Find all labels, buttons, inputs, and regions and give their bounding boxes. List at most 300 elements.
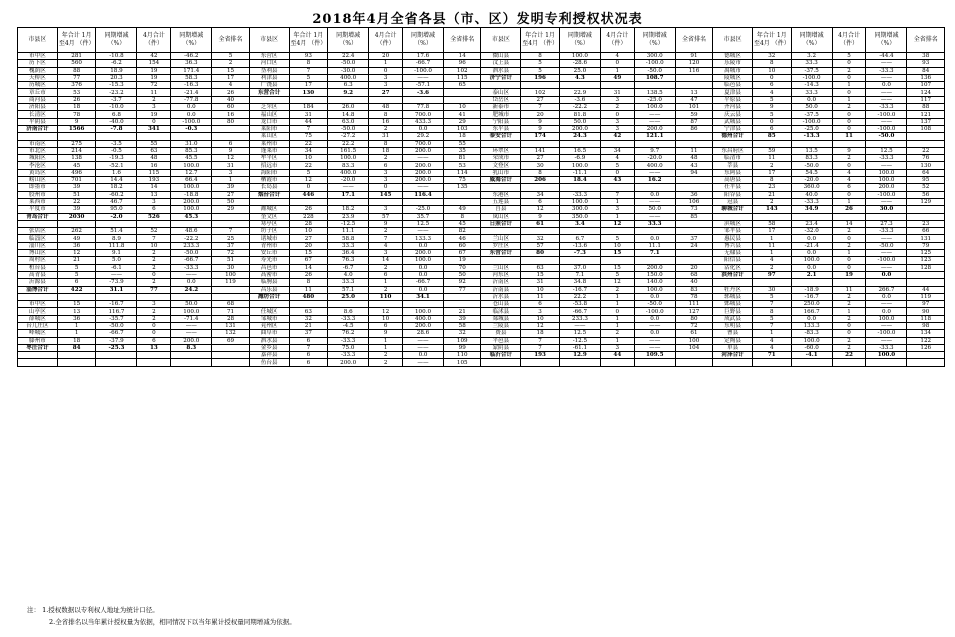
region-cell: 天桥区: [18, 74, 58, 81]
value-cell: [675, 82, 712, 89]
value-cell: 2: [832, 293, 866, 300]
region-cell: 德州合计: [713, 133, 753, 140]
value-cell: 14: [289, 264, 328, 271]
value-cell: [212, 213, 249, 220]
column-header: 4月合计 （件）: [832, 28, 866, 53]
region-cell: 邹平县: [713, 228, 753, 235]
value-cell: 69: [212, 337, 249, 344]
value-cell: [791, 279, 832, 286]
value-cell: 100.0: [866, 177, 907, 184]
value-cell: 3: [369, 169, 403, 176]
region-cell: 滨州合计: [713, 271, 753, 278]
value-cell: 34: [600, 147, 634, 154]
value-cell: 51: [57, 191, 96, 198]
value-cell: 55: [137, 140, 171, 147]
value-cell: -3.7: [96, 96, 137, 103]
column-header: 同期增减 （%）: [866, 28, 907, 53]
value-cell: 34.8: [559, 279, 600, 286]
value-cell: 54.5: [791, 169, 832, 176]
value-cell: 23: [752, 184, 791, 191]
value-cell: 33.3: [791, 60, 832, 67]
value-cell: ——: [171, 322, 212, 329]
value-cell: 1: [600, 322, 634, 329]
value-cell: 31: [521, 279, 560, 286]
value-cell: [96, 293, 137, 300]
value-cell: 78: [57, 111, 96, 118]
value-cell: 26.0: [328, 104, 369, 111]
value-cell: ——: [866, 322, 907, 329]
region-cell: 东明县: [713, 322, 753, 329]
value-cell: 8: [521, 53, 560, 60]
value-cell: 37: [675, 235, 712, 242]
value-cell: [832, 213, 866, 220]
value-cell: [328, 301, 369, 308]
value-cell: 16: [137, 162, 171, 169]
region-cell: 市北区: [18, 147, 58, 154]
value-cell: [212, 352, 249, 359]
value-cell: 88: [907, 104, 945, 111]
region-cell: 巨野县: [713, 308, 753, 315]
value-cell: -6.2: [96, 60, 137, 67]
value-cell: 3: [212, 169, 249, 176]
value-cell: 12.5: [866, 147, 907, 154]
region-cell: 牟平区: [249, 155, 289, 162]
value-cell: 6: [212, 140, 249, 147]
value-cell: [634, 140, 675, 147]
value-cell: [600, 359, 634, 366]
value-cell: 117: [907, 96, 945, 103]
value-cell: 33.3: [791, 89, 832, 96]
value-cell: 11: [521, 293, 560, 300]
value-cell: 46: [444, 235, 481, 242]
value-cell: 93: [907, 60, 945, 67]
value-cell: 12.9: [559, 352, 600, 359]
region-cell: 武城县: [713, 118, 753, 125]
value-cell: [137, 359, 171, 366]
value-cell: 10: [289, 228, 328, 235]
value-cell: 16: [369, 118, 403, 125]
value-cell: 43: [600, 177, 634, 184]
value-cell: 33.3: [634, 220, 675, 227]
value-cell: 3: [600, 96, 634, 103]
value-cell: 71: [212, 308, 249, 315]
value-cell: 44: [600, 352, 634, 359]
value-cell: 14: [832, 220, 866, 227]
value-cell: [600, 228, 634, 235]
value-cell: 80: [521, 250, 560, 257]
region-cell: 博兴县: [713, 242, 753, 249]
value-cell: 6.8: [96, 111, 137, 118]
value-cell: [675, 177, 712, 184]
value-cell: 31: [600, 89, 634, 96]
value-cell: 94: [675, 169, 712, 176]
value-cell: 2: [212, 60, 249, 67]
value-cell: [444, 89, 481, 96]
value-cell: 3: [369, 82, 403, 89]
value-cell: 49: [600, 74, 634, 81]
column-header: 全省排名: [675, 28, 712, 53]
value-cell: -6.9: [559, 155, 600, 162]
value-cell: 5.0: [96, 257, 137, 264]
value-cell: 58.8: [328, 235, 369, 242]
region-cell: 长清区: [18, 111, 58, 118]
table-row: [18, 308, 945, 315]
value-cell: 1: [600, 198, 634, 205]
value-cell: 45.5: [171, 155, 212, 162]
region-cell: 台儿庄区: [18, 322, 58, 329]
column-header: 4月合计 （件）: [137, 28, 171, 53]
region-cell: 利津县: [249, 74, 289, 81]
table-row: [18, 82, 945, 89]
value-cell: 9: [212, 147, 249, 154]
value-cell: 133.3: [403, 235, 444, 242]
value-cell: -60.0: [791, 344, 832, 351]
value-cell: 45: [444, 220, 481, 227]
region-cell: 苍山县: [481, 301, 521, 308]
value-cell: -33.3: [791, 198, 832, 205]
value-cell: 105: [444, 359, 481, 366]
value-cell: 28: [289, 220, 328, 227]
value-cell: -33.3: [328, 315, 369, 322]
table-row: [18, 140, 945, 147]
value-cell: -25.0: [791, 125, 832, 132]
value-cell: 0: [137, 118, 171, 125]
value-cell: 53: [444, 162, 481, 169]
value-cell: 0: [832, 257, 866, 264]
value-cell: 32: [289, 315, 328, 322]
value-cell: 138: [57, 155, 96, 162]
region-cell: 济宁合计: [481, 74, 521, 81]
region-cell: 阳信县: [713, 257, 753, 264]
region-cell: [481, 82, 521, 89]
value-cell: -16.3: [171, 82, 212, 89]
table-row: [18, 53, 945, 60]
region-cell: [481, 359, 521, 366]
value-cell: -50.0: [171, 250, 212, 257]
value-cell: 5: [832, 53, 866, 60]
value-cell: 56: [907, 191, 945, 198]
value-cell: 24.3: [559, 133, 600, 140]
value-cell: -18.9: [791, 286, 832, 293]
value-cell: [369, 301, 403, 308]
value-cell: 2: [369, 155, 403, 162]
value-cell: 20: [289, 242, 328, 249]
value-cell: [559, 82, 600, 89]
region-cell: 招远市: [249, 162, 289, 169]
region-cell: 惠民县: [713, 235, 753, 242]
region-cell: 青岛合计: [18, 213, 58, 220]
value-cell: [600, 257, 634, 264]
value-cell: 72: [212, 250, 249, 257]
region-cell: 商河县: [18, 96, 58, 103]
value-cell: 250.0: [791, 301, 832, 308]
value-cell: [559, 184, 600, 191]
value-cell: 40.0: [791, 191, 832, 198]
value-cell: -53.8: [559, 301, 600, 308]
region-cell: 坊子区: [249, 228, 289, 235]
value-cell: [832, 359, 866, 366]
value-cell: 15: [212, 67, 249, 74]
value-cell: [212, 293, 249, 300]
value-cell: [832, 279, 866, 286]
value-cell: [369, 198, 403, 205]
value-cell: 8: [752, 308, 791, 315]
value-cell: 83.3: [328, 162, 369, 169]
table-row: [18, 60, 945, 67]
value-cell: 28.6: [403, 330, 444, 337]
value-cell: 134: [907, 330, 945, 337]
value-cell: 140.0: [634, 279, 675, 286]
column-header: 市县区: [18, 28, 58, 53]
region-cell: [18, 220, 58, 227]
value-cell: 8: [521, 169, 560, 176]
value-cell: 90: [907, 308, 945, 315]
value-cell: 34: [521, 191, 560, 198]
value-cell: 6: [289, 359, 328, 366]
value-cell: 15: [521, 271, 560, 278]
value-cell: 6: [752, 82, 791, 89]
value-cell: 14.8: [328, 111, 369, 118]
value-cell: 121.1: [634, 133, 675, 140]
table-row: [18, 155, 945, 162]
value-cell: 25.0: [328, 293, 369, 300]
value-cell: 0: [832, 74, 866, 81]
table-row: [18, 162, 945, 169]
value-cell: [96, 352, 137, 359]
value-cell: -2.0: [96, 213, 137, 220]
value-cell: 18.4: [559, 177, 600, 184]
value-cell: [212, 286, 249, 293]
value-cell: [212, 133, 249, 140]
value-cell: [444, 191, 481, 198]
value-cell: 17.1: [328, 191, 369, 198]
value-cell: 137: [907, 118, 945, 125]
value-cell: 100.0: [403, 308, 444, 315]
region-cell: 东营合计: [249, 89, 289, 96]
region-cell: 莘县: [713, 162, 753, 169]
value-cell: 22: [57, 198, 96, 205]
value-cell: 1: [57, 330, 96, 337]
table-row: [18, 293, 945, 300]
value-cell: 200.0: [403, 322, 444, 329]
value-cell: 14: [369, 257, 403, 264]
value-cell: 124: [907, 89, 945, 96]
value-cell: 32: [521, 235, 560, 242]
value-cell: 0.0: [634, 293, 675, 300]
value-cell: 150.0: [634, 271, 675, 278]
value-cell: 20: [369, 53, 403, 60]
region-cell: 嘉祥县: [249, 352, 289, 359]
value-cell: [866, 359, 907, 366]
region-cell: 环翠区: [481, 147, 521, 154]
value-cell: 136: [907, 74, 945, 81]
value-cell: -61.1: [559, 344, 600, 351]
value-cell: 19: [832, 271, 866, 278]
value-cell: 5: [752, 96, 791, 103]
value-cell: 59: [752, 147, 791, 154]
value-cell: 4: [600, 155, 634, 162]
value-cell: 10: [369, 315, 403, 322]
value-cell: ——: [866, 162, 907, 169]
value-cell: [521, 82, 560, 89]
value-cell: 49: [444, 206, 481, 213]
region-cell: 蓬莱市: [249, 147, 289, 154]
region-cell: [713, 359, 753, 366]
value-cell: 71: [752, 352, 791, 359]
value-cell: 143: [752, 206, 791, 213]
value-cell: 0: [600, 308, 634, 315]
region-cell: 曲阜市: [249, 330, 289, 337]
value-cell: 34: [289, 147, 328, 154]
region-cell: 菏泽合计: [713, 352, 753, 359]
value-cell: [675, 359, 712, 366]
value-cell: -40.0: [96, 118, 137, 125]
value-cell: 200.0: [634, 125, 675, 132]
value-cell: -3.5: [96, 140, 137, 147]
value-cell: -100.0: [403, 67, 444, 74]
value-cell: -11.1: [559, 169, 600, 176]
value-cell: 77: [444, 286, 481, 293]
value-cell: 100.0: [171, 184, 212, 191]
value-cell: 17: [752, 169, 791, 176]
value-cell: 27: [369, 89, 403, 96]
value-cell: 85.3: [171, 147, 212, 154]
value-cell: -50.0: [791, 162, 832, 169]
value-cell: 100: [675, 337, 712, 344]
region-cell: 平邑县: [481, 337, 521, 344]
value-cell: 2: [137, 308, 171, 315]
value-cell: 300.0: [559, 206, 600, 213]
value-cell: 37.0: [559, 264, 600, 271]
value-cell: 52: [907, 184, 945, 191]
region-cell: 东昌府区: [713, 147, 753, 154]
value-cell: 10: [521, 286, 560, 293]
value-cell: 78: [675, 293, 712, 300]
value-cell: 15: [600, 264, 634, 271]
value-cell: [171, 293, 212, 300]
value-cell: -60.2: [96, 191, 137, 198]
value-cell: 131: [907, 235, 945, 242]
value-cell: 32: [444, 330, 481, 337]
value-cell: 88: [57, 67, 96, 74]
value-cell: [559, 359, 600, 366]
value-cell: 184: [289, 104, 328, 111]
value-cell: 7: [369, 235, 403, 242]
table-row: [18, 74, 945, 81]
value-cell: 526: [137, 213, 171, 220]
column-header: 同期增减 （%）: [171, 28, 212, 53]
value-cell: 2: [752, 198, 791, 205]
value-cell: 77: [137, 286, 171, 293]
value-cell: -33.3: [328, 352, 369, 359]
value-cell: 100.0: [634, 104, 675, 111]
value-cell: 376: [57, 82, 96, 89]
value-cell: 18.2: [328, 206, 369, 213]
value-cell: -16.7: [96, 301, 137, 308]
region-cell: [481, 257, 521, 264]
value-cell: 2: [832, 104, 866, 111]
value-cell: -66.7: [403, 60, 444, 67]
value-cell: [403, 301, 444, 308]
value-cell: 57: [521, 242, 560, 249]
region-cell: [249, 96, 289, 103]
value-cell: [634, 228, 675, 235]
value-cell: ——: [403, 74, 444, 81]
value-cell: -37.5: [791, 111, 832, 118]
value-cell: 200.0: [634, 264, 675, 271]
table-row: [18, 264, 945, 271]
value-cell: 100.0: [866, 169, 907, 176]
value-cell: [444, 293, 481, 300]
value-cell: 0.0: [634, 330, 675, 337]
value-cell: 0: [369, 184, 403, 191]
value-cell: 480: [289, 293, 328, 300]
value-cell: 0: [137, 330, 171, 337]
value-cell: 14: [137, 184, 171, 191]
region-cell: 沂南区: [481, 279, 521, 286]
value-cell: 0.0: [403, 352, 444, 359]
value-cell: 8: [289, 279, 328, 286]
table-row: [18, 213, 945, 220]
value-cell: 1: [369, 337, 403, 344]
value-cell: 360.0: [791, 184, 832, 191]
value-cell: [403, 96, 444, 103]
page-title: 2018年4月全省各县（市、区）发明专利授权状况表: [312, 12, 643, 27]
value-cell: [369, 96, 403, 103]
region-cell: 蒙阴县: [481, 344, 521, 351]
region-cell: 临清市: [713, 155, 753, 162]
value-cell: [96, 220, 137, 227]
region-cell: 兖州区: [249, 322, 289, 329]
value-cell: 2: [752, 264, 791, 271]
value-cell: 0.0: [791, 250, 832, 257]
value-cell: 12.5: [403, 220, 444, 227]
value-cell: 63: [521, 264, 560, 271]
value-cell: 60: [444, 242, 481, 249]
value-cell: 100.0: [171, 162, 212, 169]
value-cell: 100.0: [328, 155, 369, 162]
value-cell: 48: [369, 104, 403, 111]
value-cell: 701: [57, 177, 96, 184]
value-cell: 0.0: [791, 315, 832, 322]
value-cell: 30: [752, 286, 791, 293]
value-cell: 58.3: [171, 74, 212, 81]
value-cell: 2: [137, 257, 171, 264]
value-cell: 50.0: [634, 206, 675, 213]
value-cell: [559, 257, 600, 264]
value-cell: 102: [444, 67, 481, 74]
region-cell: 高青县: [18, 271, 58, 278]
value-cell: [907, 206, 945, 213]
value-cell: 8.3: [171, 344, 212, 351]
value-cell: 63.0: [328, 118, 369, 125]
region-cell: 平度市: [18, 206, 58, 213]
value-cell: 1: [600, 337, 634, 344]
value-cell: 37: [212, 242, 249, 249]
value-cell: 66.4: [171, 177, 212, 184]
value-cell: 46.7: [96, 198, 137, 205]
value-cell: 13.5: [791, 147, 832, 154]
region-cell: 历下区: [18, 60, 58, 67]
value-cell: 36.3: [171, 60, 212, 67]
column-header: 4月合计 （件）: [600, 28, 634, 53]
value-cell: 9: [57, 118, 96, 125]
column-header: 同期增减 （%）: [403, 28, 444, 53]
table-row: [18, 228, 945, 235]
table-row: [18, 242, 945, 249]
value-cell: 0: [832, 118, 866, 125]
value-cell: [600, 82, 634, 89]
